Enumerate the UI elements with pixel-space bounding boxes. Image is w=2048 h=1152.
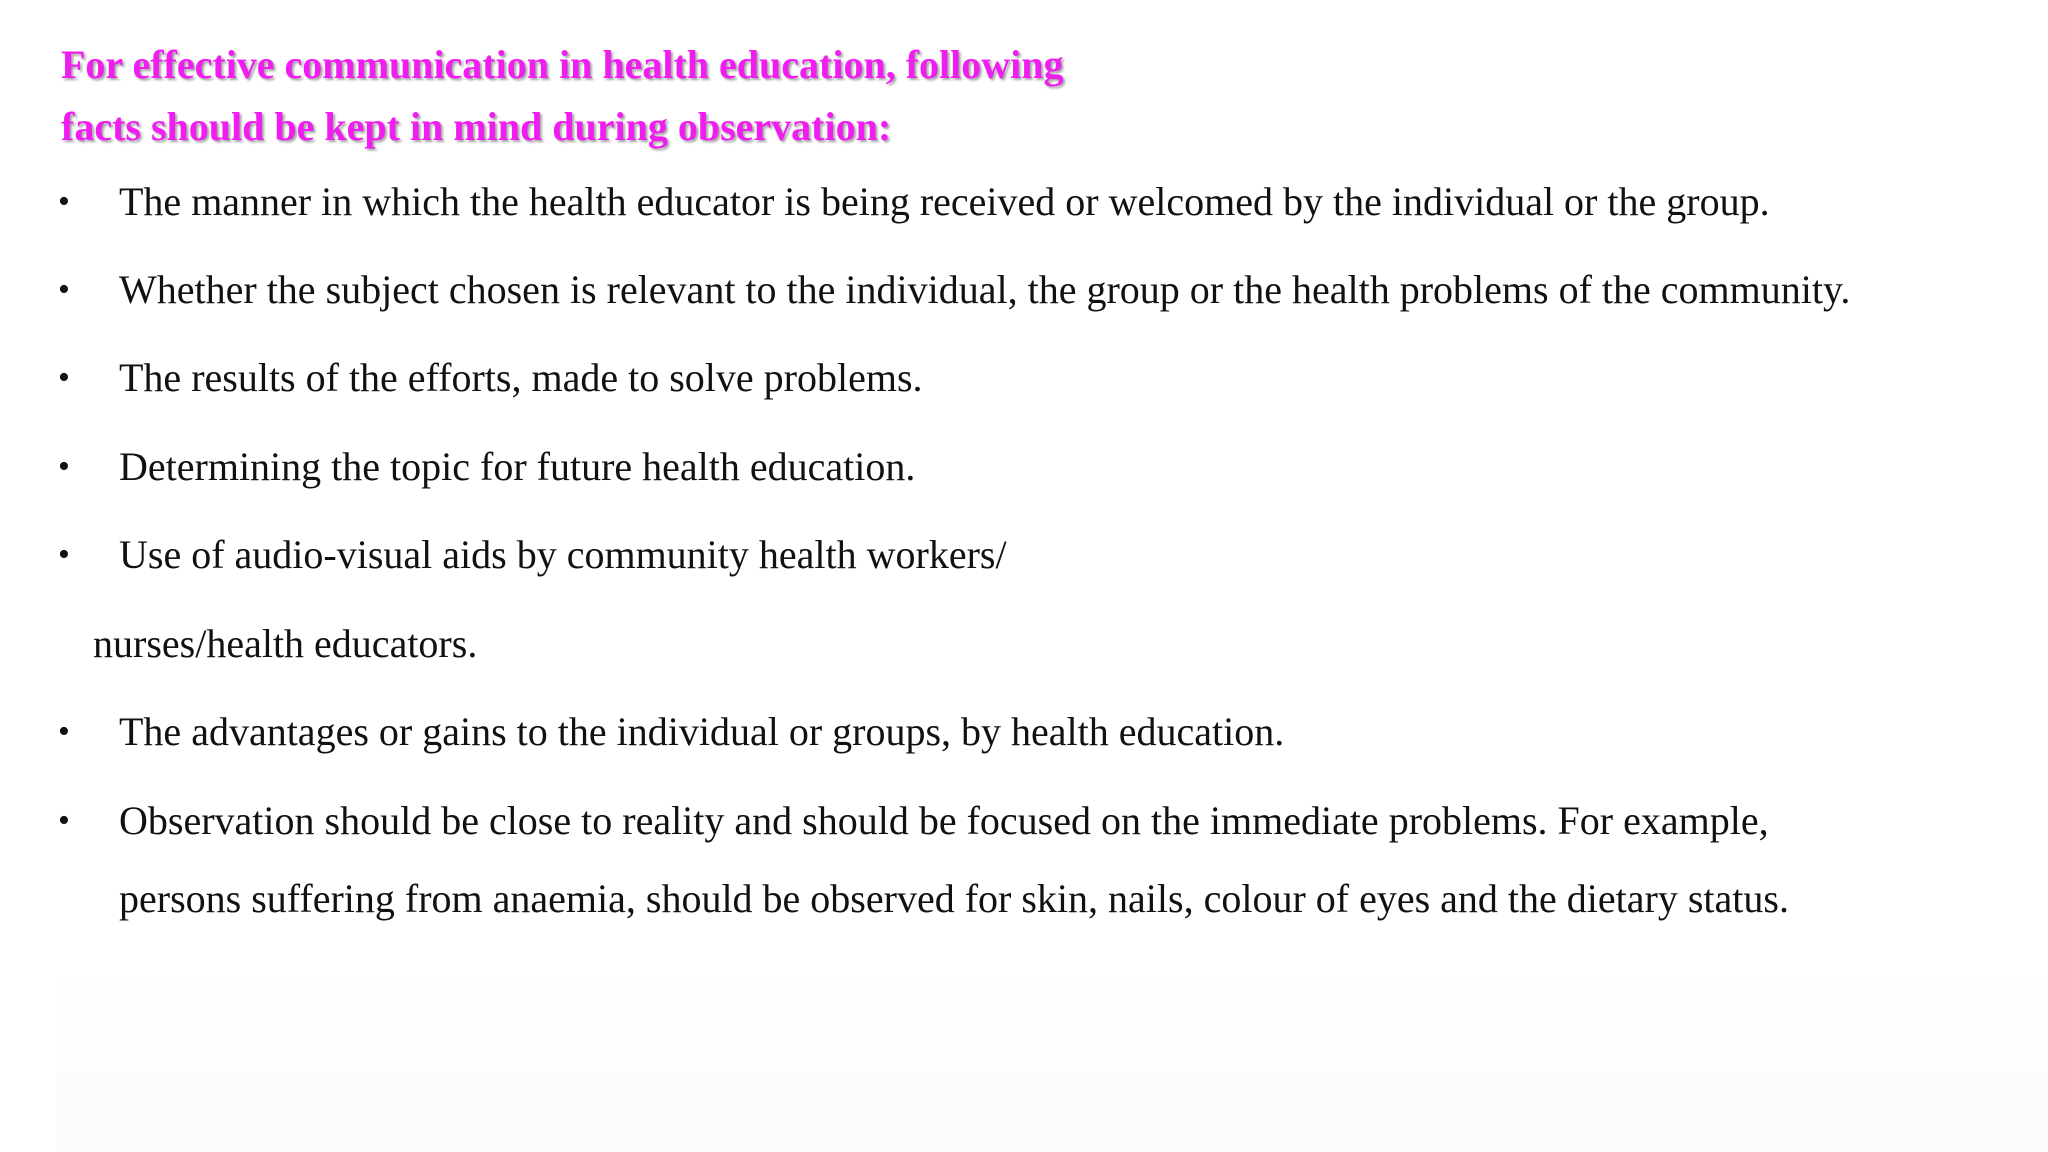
slide-heading-line-2: facts should be kept in mind during observation: — [61, 104, 892, 149]
slide-heading — [61, 34, 1361, 158]
bullet-text-line-2: persons suffering from anaemia, should be observed for skin, nails, colour of eyes and the dietary status. — [119, 876, 1789, 921]
bullet-continuation: nurses/health educators. — [93, 621, 478, 666]
bullet-dot-icon: • — [58, 536, 70, 573]
bullet-dot-icon: • — [58, 271, 70, 308]
bullet-text: Determining the topic for future health education. — [119, 444, 916, 489]
bullet-dot-icon: • — [58, 802, 70, 839]
bullet-dot-icon: • — [58, 359, 70, 396]
bullet-text: The advantages or gains to the individual or groups, by health education. — [119, 709, 1285, 754]
bullet-text: The manner in which the health educator is being received or welcomed by the individual or the group. — [119, 179, 1770, 224]
bullet-text: Use of audio-visual aids by community health workers/ — [119, 532, 1007, 577]
bullet-text: The results of the efforts, made to solve problems. — [119, 355, 923, 400]
bullet-dot-icon: • — [58, 713, 70, 750]
slide-heading-line-1: For effective communication in health education, following — [61, 42, 1064, 87]
bullet-text — [119, 782, 1789, 938]
slide-background-tint — [56, 960, 2048, 1152]
bullet-text-line-1: Observation should be close to reality and should be focused on the immediate problems. For example, — [119, 798, 1769, 843]
bullet-dot-icon: • — [58, 183, 70, 220]
bullet-dot-icon: • — [58, 448, 70, 485]
bullet-text: Whether the subject chosen is relevant to the individual, the group or the health problems of the community. — [119, 267, 1851, 312]
